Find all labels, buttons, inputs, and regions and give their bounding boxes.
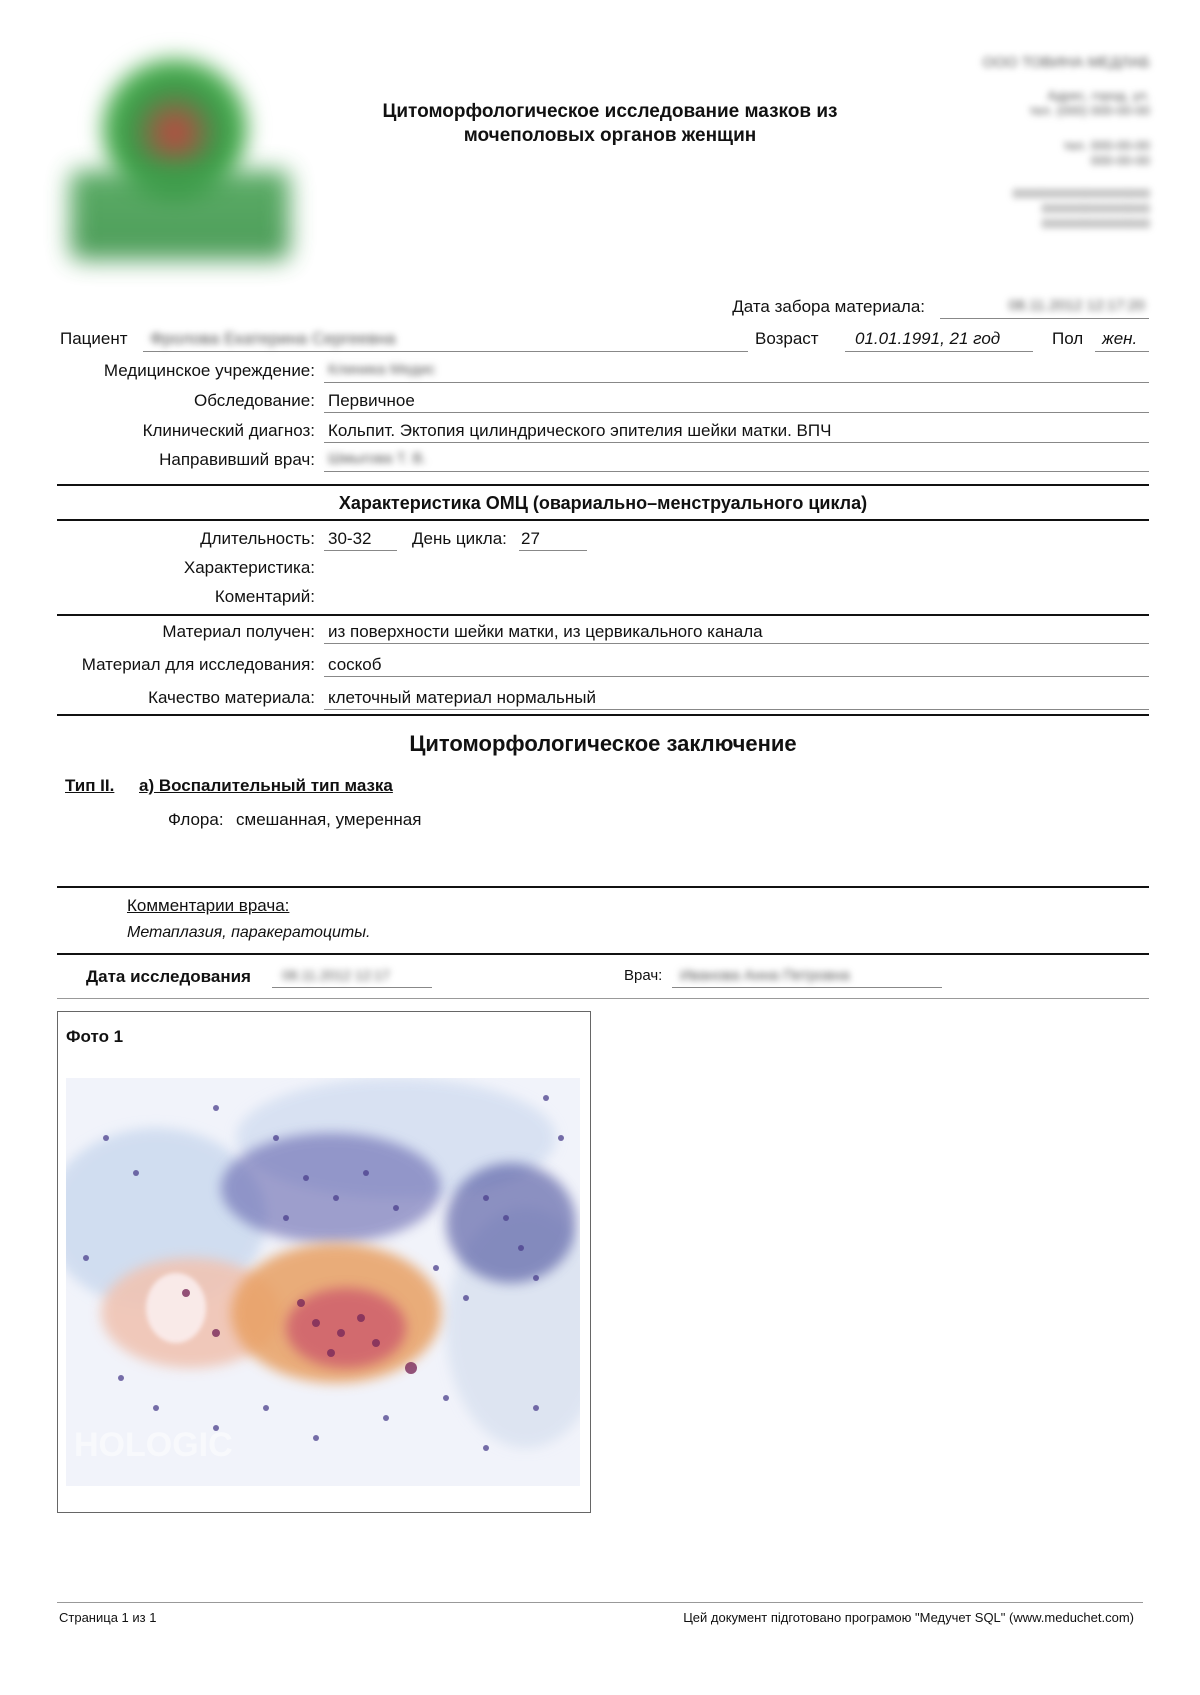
section-divider xyxy=(57,714,1149,716)
smear-type-value: а) Воспалительный тип мазка xyxy=(139,776,393,795)
referring-doctor-label: Направивший врач: xyxy=(159,450,315,469)
collection-date-underline xyxy=(940,318,1149,319)
material-quality-label: Качество материала: xyxy=(148,688,315,707)
patient-value: Фролова Екатерина Сергеевна xyxy=(150,329,396,348)
material-type-underline xyxy=(324,676,1149,677)
study-date-label: Дата исследования xyxy=(86,967,251,986)
org-line: 0000000000000000000 xyxy=(1012,186,1150,201)
material-type-value: соскоб xyxy=(328,655,382,674)
doctor-comments-label: Комментарии врача: xyxy=(127,896,290,915)
section-divider xyxy=(57,953,1149,955)
cycle-day-underline xyxy=(519,550,587,551)
clinic-logo xyxy=(70,50,290,250)
diagnosis-label: Клинический диагноз: xyxy=(142,421,315,440)
photo-label: Фото 1 xyxy=(66,1027,124,1046)
smear-type-label: Тип II. xyxy=(65,776,115,795)
cycle-comment-label: Коментарий: xyxy=(214,587,315,606)
institution-label: Медицинское учреждение: xyxy=(103,361,315,380)
footer-divider xyxy=(57,1602,1143,1603)
section-divider xyxy=(57,886,1149,888)
study-date-value: 08.11.2012 12:17 xyxy=(282,967,390,983)
exam-label: Обследование: xyxy=(193,391,315,410)
diagnosis-underline xyxy=(324,442,1149,443)
photo-watermark: HOLOGIC xyxy=(74,1426,233,1464)
section-divider xyxy=(57,519,1149,521)
org-line: 000-00-00 xyxy=(1090,153,1150,168)
document-title xyxy=(330,100,890,148)
collection-date-label: Дата забора материала: xyxy=(732,297,925,316)
flora-label: Флора: xyxy=(168,810,224,829)
sex-value: жен. xyxy=(1102,329,1138,348)
cycle-day-label: День цикла: xyxy=(412,529,507,548)
org-line: тел. 000-00-00 xyxy=(1063,138,1150,153)
duration-label: Длительность: xyxy=(200,529,315,548)
patient-underline xyxy=(143,351,748,352)
characteristic-label: Характеристика: xyxy=(183,558,315,577)
section-divider xyxy=(57,484,1149,486)
age-underline xyxy=(845,351,1033,352)
org-line: 000000000000000 xyxy=(1041,201,1150,216)
age-label: Возраст xyxy=(755,329,819,348)
title-line-1: Цитоморфологическое исследование мазков из xyxy=(382,101,838,122)
org-line: 000000000000000 xyxy=(1041,216,1150,231)
institution-underline xyxy=(324,382,1149,383)
doctor-comments-text: Метаплазия, паракератоциты. xyxy=(127,924,371,941)
age-value: 01.01.1991, 21 год xyxy=(855,329,1001,348)
page-number: Страница 1 из 1 xyxy=(59,1610,157,1625)
referring-doctor-underline xyxy=(324,471,1149,472)
sex-label: Пол xyxy=(1052,329,1084,348)
section-divider xyxy=(57,998,1149,999)
exam-value: Первичное xyxy=(328,391,415,410)
micrograph-svg xyxy=(66,1078,580,1486)
material-quality-value: клеточный материал нормальный xyxy=(328,688,596,707)
exam-underline xyxy=(324,412,1149,413)
material-source-label: Материал получен: xyxy=(162,622,315,641)
material-quality-underline xyxy=(324,709,1149,710)
material-source-value: из поверхности шейки матки, из цервикального канала xyxy=(328,622,763,641)
section-divider xyxy=(57,614,1149,616)
organization-info xyxy=(900,55,1150,231)
cycle-day-value: 27 xyxy=(521,529,540,548)
title-line-2: мочеполовых органов женщин xyxy=(463,125,757,146)
referring-doctor-value: Шмыгова Т. В. xyxy=(328,450,427,467)
diagnosis-value: Кольпит. Эктопия цилиндрического эпителия шейки матки. ВПЧ xyxy=(328,421,832,440)
org-line: тел. (000) 000-00-00 xyxy=(1029,103,1150,118)
study-date-underline xyxy=(272,987,432,988)
collection-date-value: 08.11.2012 12:17:20 xyxy=(1008,297,1145,314)
duration-value: 30-32 xyxy=(328,529,372,548)
material-source-underline xyxy=(324,643,1149,644)
patient-label: Пациент xyxy=(60,329,128,348)
cycle-heading: Характеристика ОМЦ (овариально–менструального цикла) xyxy=(338,493,868,513)
material-type-label: Материал для исследования: xyxy=(81,655,315,674)
flora-value: смешанная, умеренная xyxy=(236,810,422,829)
sex-underline xyxy=(1095,351,1149,352)
org-line: Адрес, город, ул. xyxy=(1047,88,1150,103)
logo-banner xyxy=(70,170,290,260)
conclusion-heading: Цитоморфологическое заключение xyxy=(409,731,797,756)
footer-credit: Цей документ підготовано програмою "Медучет SQL" (www.meduchet.com) xyxy=(683,1610,1134,1625)
study-doctor-underline xyxy=(672,987,942,988)
duration-underline xyxy=(324,550,397,551)
study-doctor-label: Врач: xyxy=(624,967,663,984)
institution-value: Клиника Медис xyxy=(328,361,436,378)
org-line: ООО ТОВИНА МЕДЛАБ xyxy=(982,54,1150,71)
micrograph-image xyxy=(66,1078,580,1486)
study-doctor-value: Иванова Анна Петровна xyxy=(680,967,850,984)
